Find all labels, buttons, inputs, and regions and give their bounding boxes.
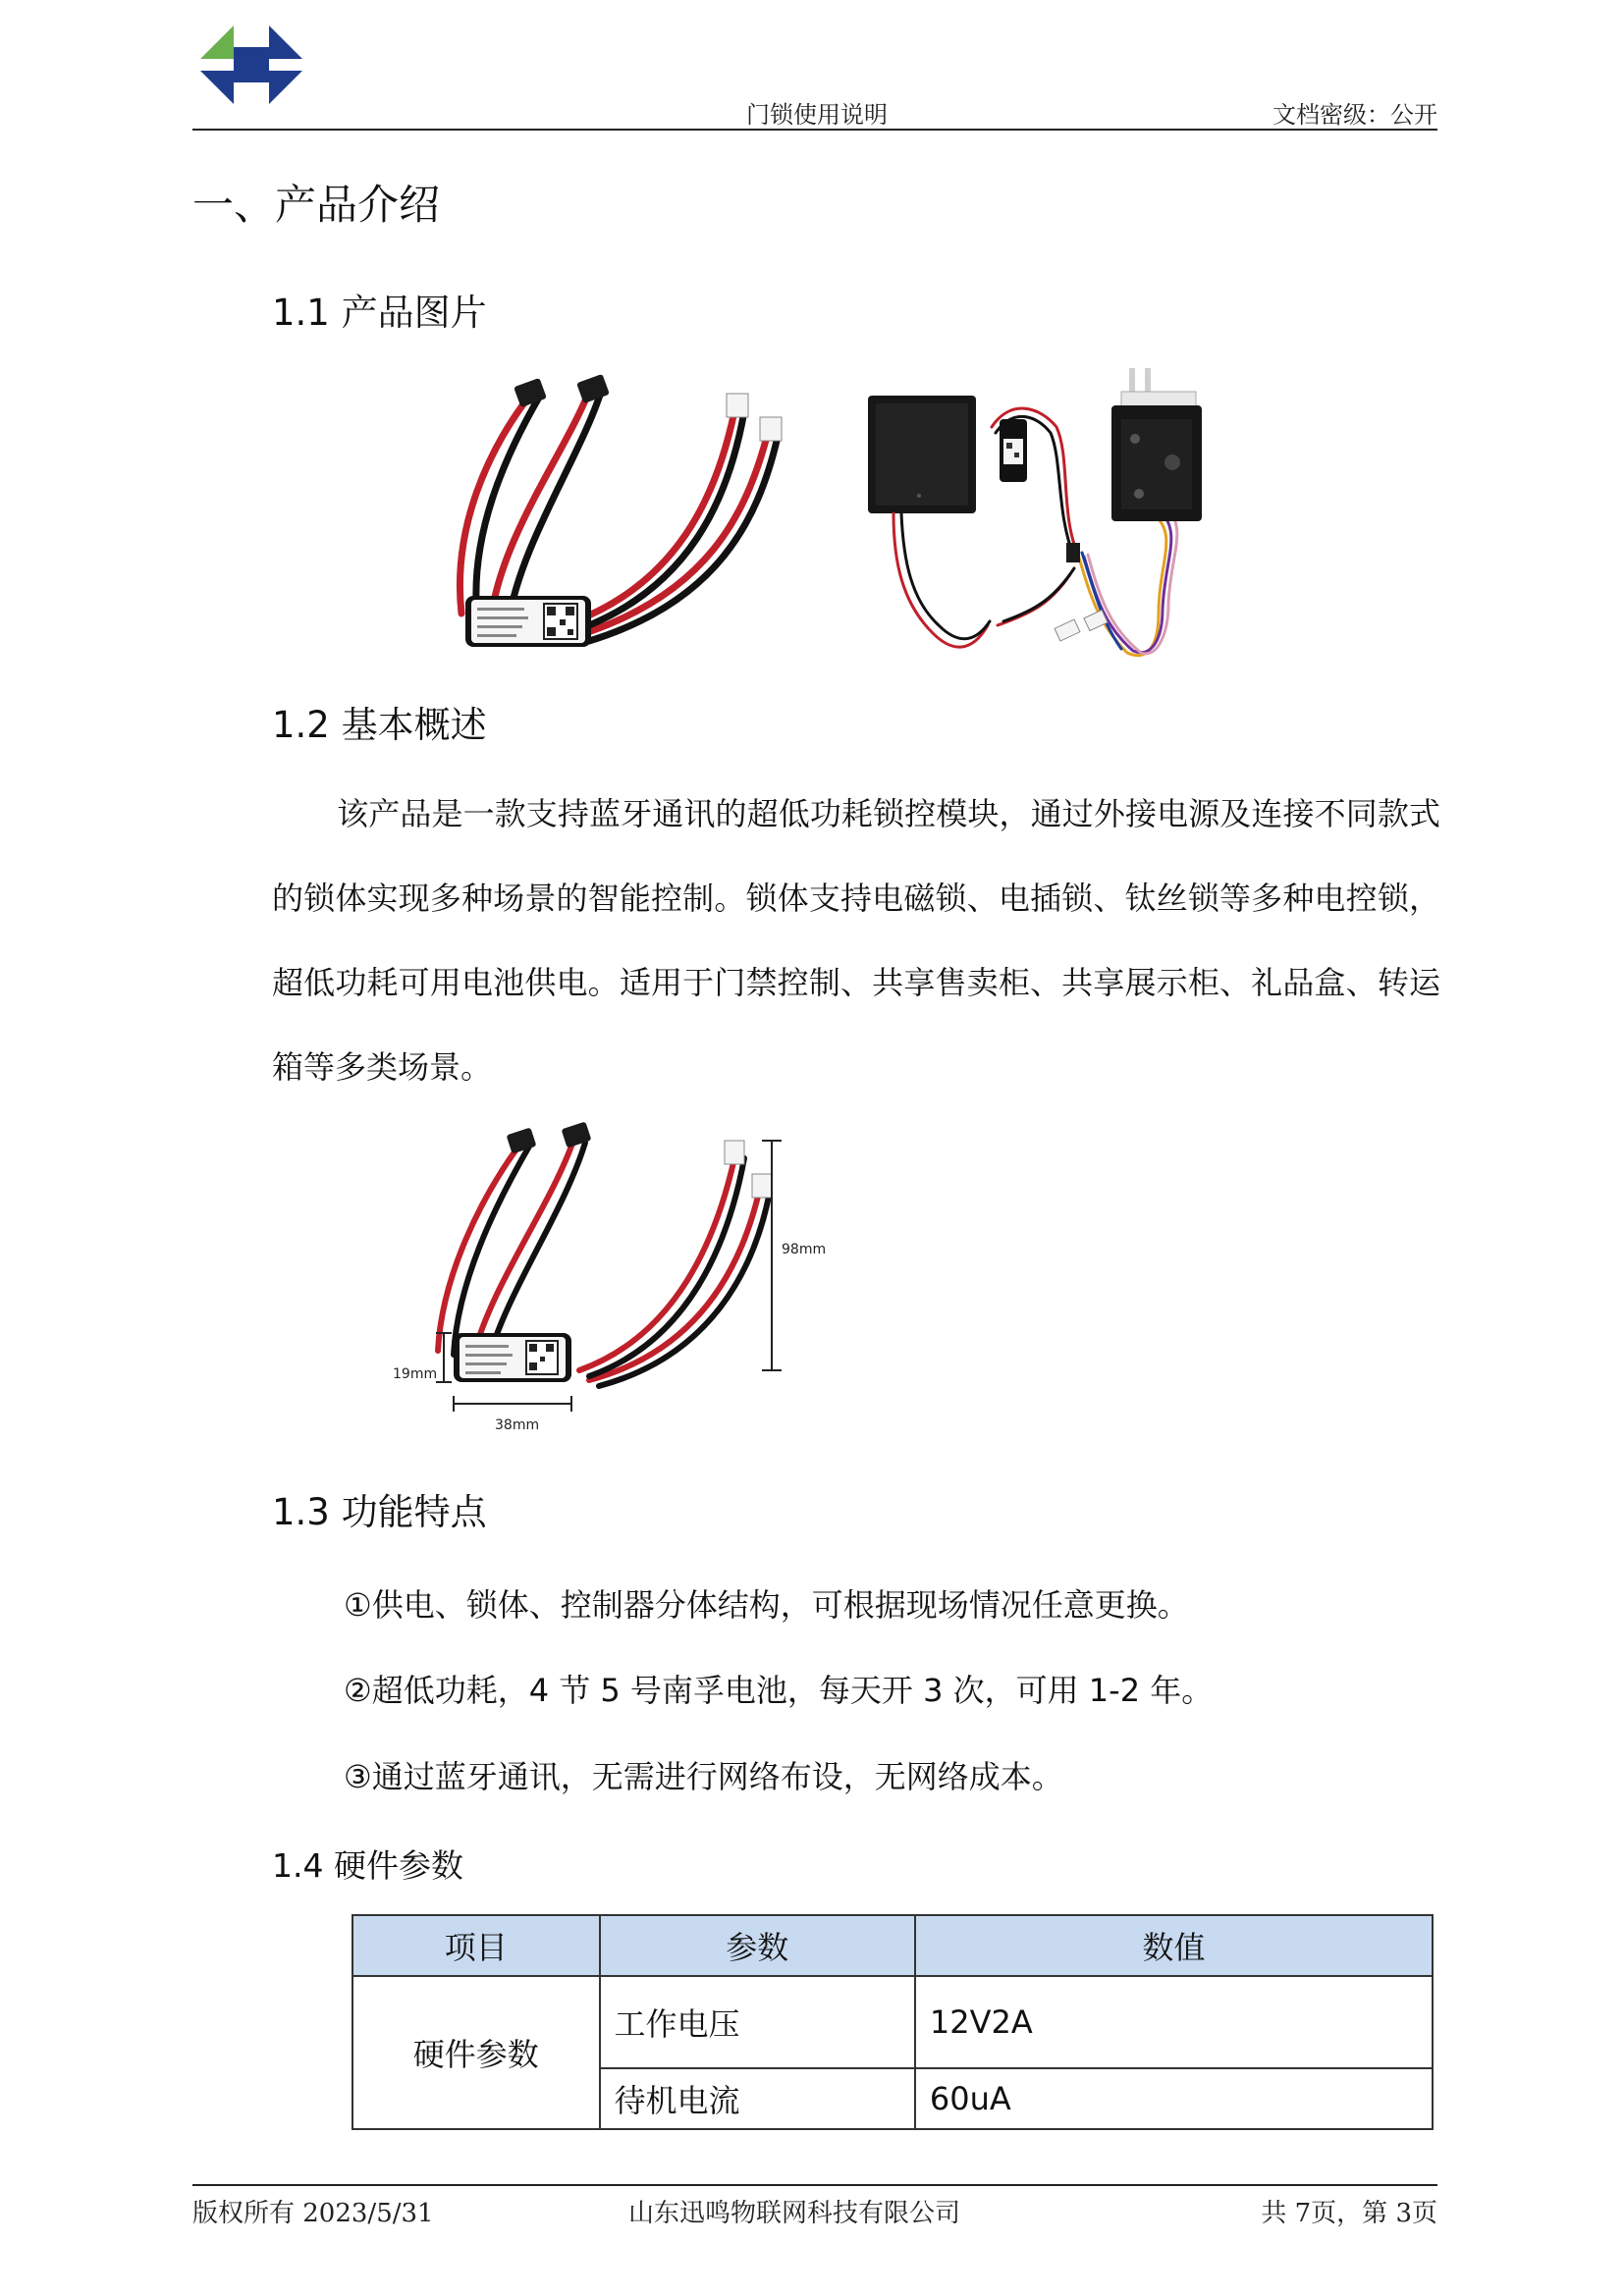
dimension-thickness-label: 19mm bbox=[393, 1366, 438, 1382]
table-header-row bbox=[352, 1915, 1433, 1976]
company-logo-icon bbox=[200, 14, 302, 116]
header-doc-title: 门锁使用说明 bbox=[746, 101, 888, 129]
subsection-product-images: 1.1 产品图片 bbox=[272, 292, 487, 334]
table-header-item: 项目 bbox=[352, 1915, 600, 1976]
header-classification: 文档密级：公开 bbox=[1272, 101, 1437, 129]
feature-item-2: ②超低功耗，4 节 5 号南孚电池，每天开 3 次，可用 1-2 年。 bbox=[344, 1672, 1214, 1709]
table-header-param: 参数 bbox=[600, 1915, 915, 1976]
footer-copyright: 版权所有 2023/5/31 bbox=[192, 2199, 434, 2228]
section-title: 一、产品介绍 bbox=[192, 181, 441, 229]
product-photo-kit bbox=[864, 368, 1247, 667]
hardware-param-table bbox=[352, 1914, 1434, 2130]
subsection-features: 1.3 功能特点 bbox=[272, 1491, 487, 1533]
product-photo-controller bbox=[422, 378, 795, 672]
footer-company: 山东迅鸣物联网科技有限公司 bbox=[628, 2199, 961, 2228]
table-cell-value: 12V2A bbox=[915, 1976, 1433, 2068]
subsection-overview: 1.2 基本概述 bbox=[272, 704, 487, 746]
table-cell-value: 60uA bbox=[915, 2068, 1433, 2129]
dimension-height-label: 98mm bbox=[782, 1242, 827, 1257]
overview-text: 该产品是一款支持蓝牙通讯的超低功耗锁控模块，通过外接电源及连接不同款式的锁体实现多种场景的智能控制。锁体支持电磁锁、电插锁、钛丝锁等多种电控锁，超低功耗可用电池供电。适用于门禁控制、共享售卖柜、共享展示柜、礼品盒、转运箱等多类场景。 bbox=[272, 795, 1440, 1086]
feature-item-1: ①供电、锁体、控制器分体结构，可根据现场情况任意更换。 bbox=[344, 1586, 1189, 1624]
overview-paragraph bbox=[272, 772, 1440, 1109]
table-cell-group: 硬件参数 bbox=[352, 1976, 600, 2129]
table-cell-param: 工作电压 bbox=[600, 1976, 915, 2068]
table-cell-param: 待机电流 bbox=[600, 2068, 915, 2129]
header-divider bbox=[192, 129, 1437, 131]
table-header-value: 数值 bbox=[915, 1915, 1433, 1976]
subsection-hardware-params: 1.4 硬件参数 bbox=[272, 1846, 463, 1885]
feature-item-3: ③通过蓝牙通讯，无需进行网络布设，无网络成本。 bbox=[344, 1758, 1063, 1795]
product-dimension-drawing bbox=[383, 1119, 835, 1443]
table-row bbox=[352, 1976, 1433, 2068]
footer-divider bbox=[192, 2184, 1437, 2186]
dimension-width-label: 38mm bbox=[495, 1417, 540, 1433]
footer-page-number: 共 7页，第 3页 bbox=[1261, 2199, 1437, 2228]
